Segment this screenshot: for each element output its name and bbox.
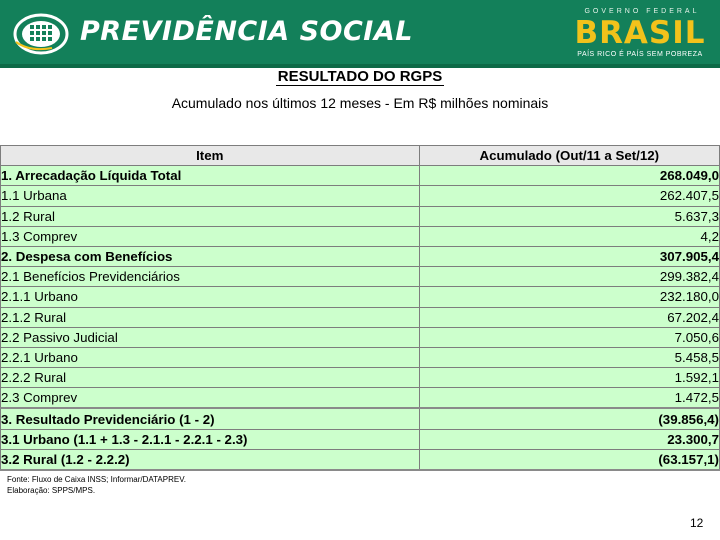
gov-top-label: GOVERNO FEDERAL xyxy=(584,8,700,15)
row-item-label: 1.2 Rural xyxy=(1,206,420,226)
row-item-label: 3. Resultado Previdenciário (1 - 2) xyxy=(1,408,420,429)
table-row xyxy=(1,267,720,287)
row-value: 5.458,5 xyxy=(419,347,719,367)
row-value: 1.592,1 xyxy=(419,368,719,388)
table-row xyxy=(1,408,720,429)
row-item-label: 2.1 Benefícios Previdenciários xyxy=(1,267,420,287)
footer-notes xyxy=(7,474,186,496)
page-subtitle: Acumulado nos últimos 12 meses - Em R$ milhões nominais xyxy=(171,95,549,111)
table-row xyxy=(1,166,720,186)
row-item-label: 2.3 Comprev xyxy=(1,388,420,409)
table-row xyxy=(1,287,720,307)
footer-source: Fonte: Fluxo de Caixa INSS; Informar/DATAPREV. xyxy=(7,475,187,484)
table-row xyxy=(1,246,720,266)
row-item-label: 3.2 Rural (1.2 - 2.2.2) xyxy=(1,449,420,470)
brand-title: PREVIDÊNCIA SOCIAL xyxy=(80,16,413,47)
previdencia-logo-icon xyxy=(12,12,70,56)
row-value: 1.472,5 xyxy=(419,388,719,409)
header-bar xyxy=(0,0,720,68)
row-item-label: 1.1 Urbana xyxy=(1,186,420,206)
table-row xyxy=(1,429,720,449)
gov-tagline: PAÍS RICO É PAÍS SEM POBREZA xyxy=(577,51,703,58)
row-value: (63.157,1) xyxy=(419,449,719,470)
row-item-label: 3.1 Urbano (1.1 + 1.3 - 2.1.1 - 2.2.1 - 2.3) xyxy=(1,429,420,449)
footer-prepared-by: Elaboração: SPPS/MPS. xyxy=(7,486,96,495)
row-item-label: 2. Despesa com Benefícios xyxy=(1,246,420,266)
table-header-row xyxy=(1,146,720,166)
row-item-label: 2.2.2 Rural xyxy=(1,368,420,388)
row-value: 67.202,4 xyxy=(419,307,719,327)
row-value: 232.180,0 xyxy=(419,287,719,307)
table-row xyxy=(1,368,720,388)
row-item-label: 2.2.1 Urbano xyxy=(1,347,420,367)
row-value: 299.382,4 xyxy=(419,267,719,287)
table-row xyxy=(1,347,720,367)
table-row xyxy=(1,226,720,246)
row-item-label: 1.3 Comprev xyxy=(1,226,420,246)
rgps-table xyxy=(0,145,720,471)
table-row xyxy=(1,327,720,347)
row-value: 262.407,5 xyxy=(419,186,719,206)
gov-brasil-wordmark: BRASIL xyxy=(574,15,706,51)
column-header-accumulated: Acumulado (Out/11 a Set/12) xyxy=(419,146,719,166)
governo-federal-logo xyxy=(568,8,714,60)
table-row xyxy=(1,449,720,470)
row-value: 4,2 xyxy=(419,226,719,246)
row-item-label: 2.2 Passivo Judicial xyxy=(1,327,420,347)
table-row xyxy=(1,186,720,206)
row-value: (39.856,4) xyxy=(419,408,719,429)
row-value: 23.300,7 xyxy=(419,429,719,449)
row-value: 307.905,4 xyxy=(419,246,719,266)
row-item-label: 2.1.2 Rural xyxy=(1,307,420,327)
page-title-wrap xyxy=(0,68,720,86)
row-item-label: 2.1.1 Urbano xyxy=(1,287,420,307)
column-header-item: Item xyxy=(1,146,420,166)
row-value: 268.049,0 xyxy=(419,166,719,186)
table-row xyxy=(1,307,720,327)
row-item-label: 1. Arrecadação Líquida Total xyxy=(1,166,420,186)
table-row xyxy=(1,388,720,409)
row-value: 7.050,6 xyxy=(419,327,719,347)
row-value: 5.637,3 xyxy=(419,206,719,226)
page-title: RESULTADO DO RGPS xyxy=(277,68,443,85)
table-row xyxy=(1,206,720,226)
page-number: 12 xyxy=(690,516,704,530)
